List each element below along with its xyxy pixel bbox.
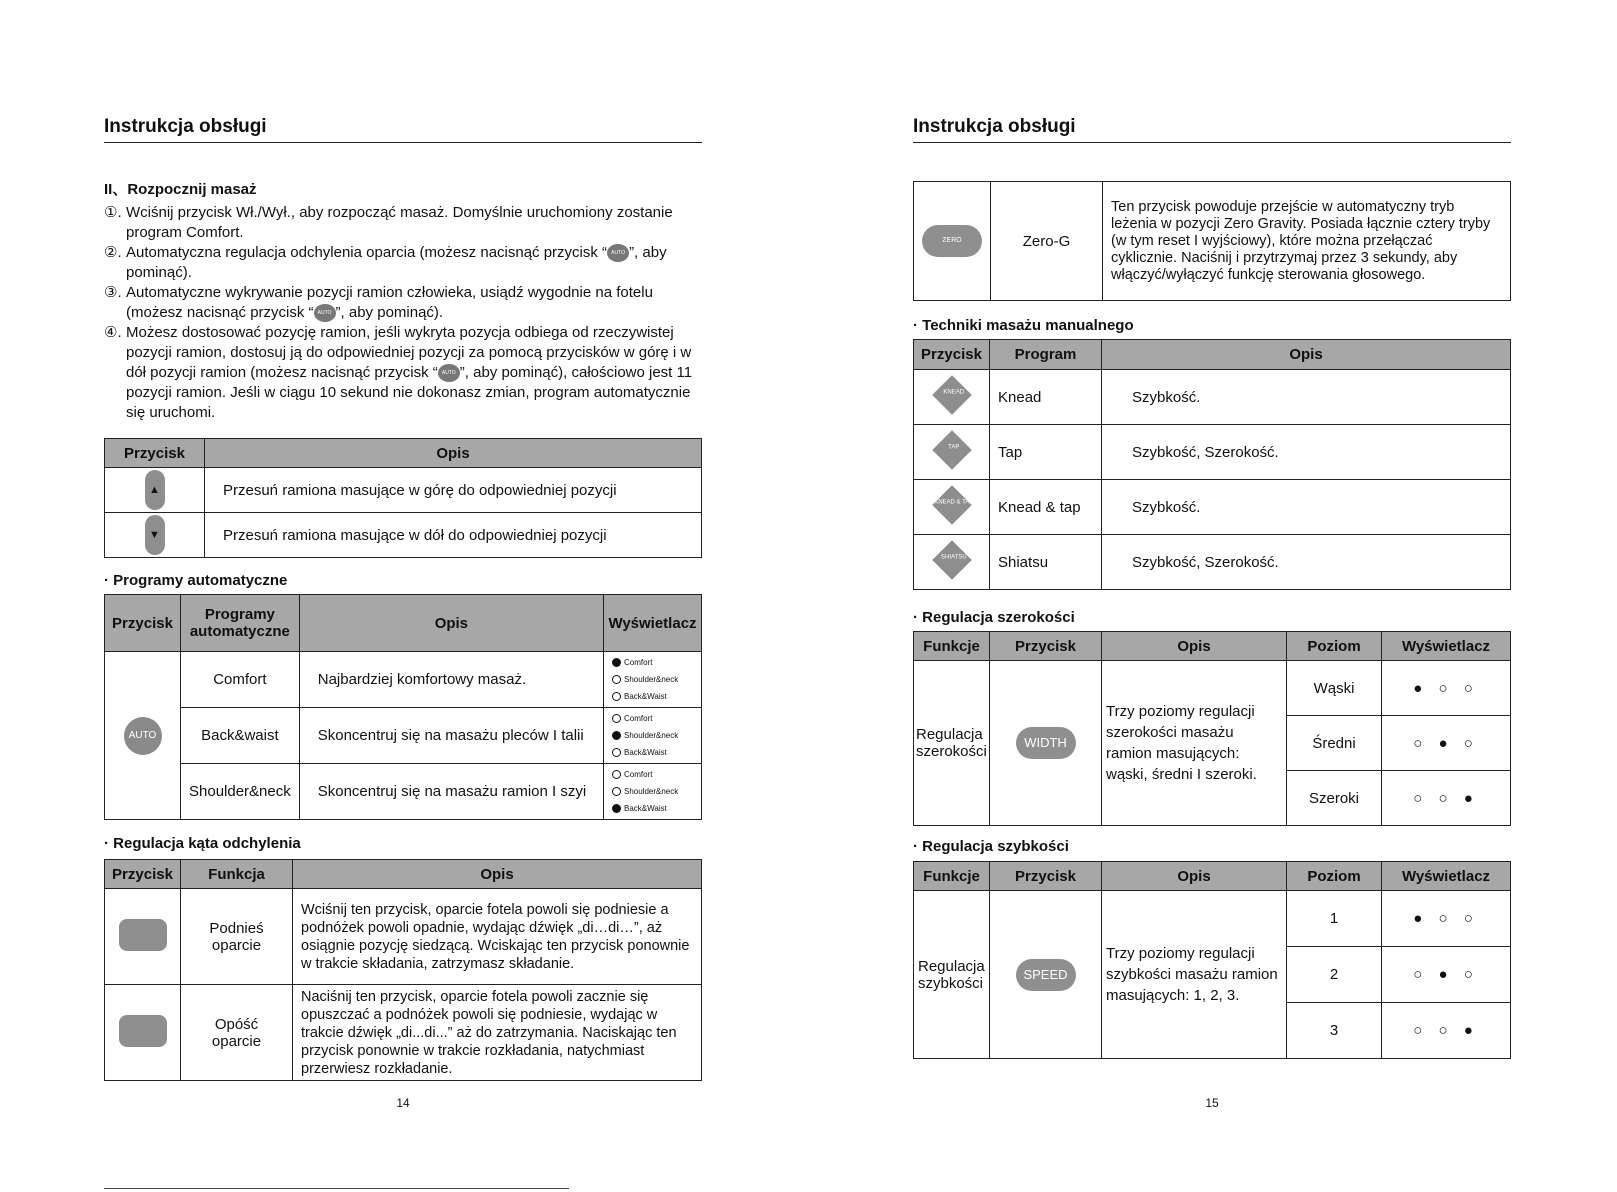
tap-icon: TAP xyxy=(932,430,972,470)
section-title-start: II、Rozpocznij masaż xyxy=(104,181,257,198)
section-title-width: · Regulacja szerokości xyxy=(913,609,1075,626)
auto-icon: AUTO xyxy=(607,244,629,262)
speed-table: Funkcje Przycisk Opis Poziom Wyświetlacz Regulacja szybkości SPEED Trzy poziomy regulacji szybkości masażu ramion masujących: 1, 2, 3. 1 ● ○ ○ 2 ○ ● ○ 3 ○ ○ ● xyxy=(913,861,1511,1059)
page-number-left: 14 xyxy=(396,1096,410,1110)
display-indicator: Comfort Shoulder&neck Back&Waist xyxy=(604,652,702,708)
recline-up-icon xyxy=(119,919,167,951)
recline-down-icon xyxy=(119,1015,167,1047)
right-page xyxy=(913,0,1511,1192)
instruction-item-2: ②. Automatyczna regulacja odchylenia oparcia (możesz nacisnąć przycisk “ AUTO ”, aby pominąć). xyxy=(104,244,667,281)
auto-programs-table: Przycisk Programy automatyczne Opis Wyświetlacz AUTO Comfort Najbardziej komfortowy masaż. Comfort Shoulder&neck Back&Waist Back&waist Skoncentruj się na masażu pleców I talii Comfort Shoulder&neck Back&Waist Shoulder&neck Skoncentruj się na masażu ramion I szyi Comfort Shoulder&neck Back&Waist xyxy=(104,594,702,820)
section-title-speed: · Regulacja szybkości xyxy=(913,838,1069,855)
page-header-right: Instrukcja obsługi xyxy=(913,116,1511,143)
width-display: ○ ● ○ xyxy=(1382,716,1511,771)
arrow-buttons-table: Przycisk Opis ▲ Przesuń ramiona masujące w górę do odpowiedniej pozycji ▼ Przesuń ramiona masujące w dół do odpowiedniej pozycji xyxy=(104,438,702,558)
display-indicator: Comfort Shoulder&neck Back&Waist xyxy=(604,708,702,764)
arrow-up-icon: ▲ xyxy=(145,470,165,510)
instruction-item-3: ③. Automatyczne wykrywanie pozycji ramion człowieka, usiądź wygodnie na fotelu (możesz nacisnąć przycisk “ AUTO ”, aby pominąć). xyxy=(104,284,653,321)
zerog-table: ZERO Zero-G Ten przycisk powoduje przejście w automatyczny tryb leżenia w pozycji Zero Gravity. Posiada łącznie cztery tryby (w tym reset I wyjściowy), które można przełączać cyklicznie. Naciśnij i przytrzymaj przez 3 sekundy, aby włączyć/wyłączyć funkcję sterowania głosowego. xyxy=(913,181,1511,301)
zerog-button-icon: ZERO xyxy=(922,225,982,257)
width-display: ○ ○ ● xyxy=(1382,771,1511,826)
auto-icon: AUTO xyxy=(314,304,336,322)
instruction-item-1: ①. Wciśnij przycisk Wł./Wył., aby rozpocząć masaż. Domyślnie uruchomiony zostanie program Comfort. xyxy=(104,204,673,241)
speed-display: ● ○ ○ xyxy=(1382,891,1511,947)
shiatsu-icon: SHIATSU xyxy=(932,540,972,580)
knead-tap-icon: KNEAD & TAP xyxy=(932,485,972,525)
arrow-down-icon: ▼ xyxy=(145,515,165,555)
section-title-angle: · Regulacja kąta odchylenia xyxy=(104,835,301,852)
speed-display: ○ ○ ● xyxy=(1382,1003,1511,1059)
section-title-manual: · Techniki masażu manualnego xyxy=(913,317,1134,334)
manual-techniques-table: Przycisk Program Opis KNEAD Knead Szybkość. TAP Tap Szybkość, Szerokość. KNEAD & TAP Knead & tap Szybkość. SHIATSU Shiatsu Szybkość, Szerokość. xyxy=(913,339,1511,590)
speed-display: ○ ● ○ xyxy=(1382,947,1511,1003)
recline-table: Przycisk Funkcja Opis Podnieś oparcie Wciśnij ten przycisk, oparcie fotela powoli się podniesie a podnóżek powoli opadnie, wydając dźwięk „di…di…”, aż osiągnie pozycję siedzącą. Wciskając ten przycisk ponownie w trakcie składania, zatrzymasz składanie. Opóść oparcie Naciśnij ten przycisk, oparcie fotela powoli zacznie się opuszczać a podnóżek powoli się podniesie, wydając w trakcie dźwięk „di...di...” aż do zatrzymania. Naciskając ten przycisk ponownie w trakcie rozkładania, natychmiast przerwiesz rozkładanie. xyxy=(104,859,702,1081)
left-page xyxy=(104,0,702,1192)
width-display: ● ○ ○ xyxy=(1382,661,1511,716)
instructions-list xyxy=(104,203,702,423)
instruction-item-4: ④. Możesz dostosować pozycję ramion, jeśli wykryta pozycja odbiega od rzeczywistej pozycji ramion, dostosuj ją do odpowiedniej pozycji za pomocą przycisków w górę i w dół pozycji ramion (możesz nacisnąć przycisk “ AUTO ”, aby pominąć), całościowo jest 11 pozycji ramion. Jeśli w ciągu 10 sekund nie dokonasz zmian, program automatycznie się uruchomi. xyxy=(104,324,693,421)
knead-icon: KNEAD xyxy=(932,375,972,415)
page-number-right: 15 xyxy=(1205,1096,1219,1110)
bottom-divider xyxy=(104,1188,569,1189)
page-header-left: Instrukcja obsługi xyxy=(104,116,702,143)
auto-button-icon: AUTO xyxy=(124,717,162,755)
display-indicator: Comfort Shoulder&neck Back&Waist xyxy=(604,764,702,820)
width-button-icon: WIDTH xyxy=(1016,727,1076,759)
section-title-auto: · Programy automatyczne xyxy=(104,572,288,589)
auto-icon: AUTO xyxy=(438,364,460,382)
width-table: Funkcje Przycisk Opis Poziom Wyświetlacz Regulacja szerokości WIDTH Trzy poziomy regulacji szerokości masażu ramion masujących: wąski, średni I szeroki. Wąski ● ○ ○ Średni ○ ● ○ Szeroki ○ ○ ● xyxy=(913,631,1511,826)
speed-button-icon: SPEED xyxy=(1016,959,1076,991)
